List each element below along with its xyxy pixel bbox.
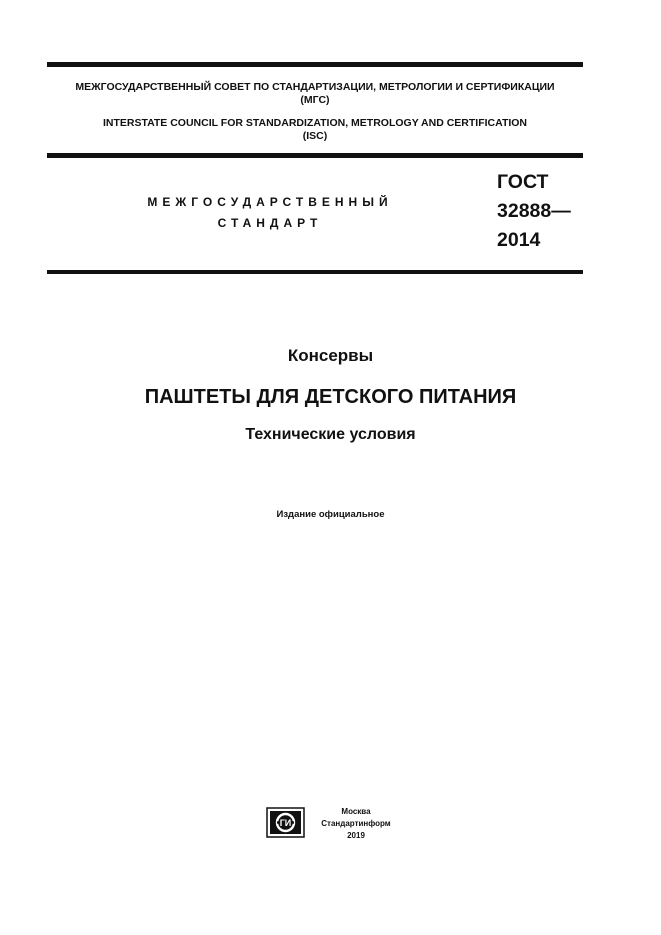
council-en-abbr: (ISC) [302,130,328,142]
svg-text:ГИ: ГИ [279,818,292,828]
council-ru-abbr: (МГС) [300,94,330,106]
standard-type [130,192,410,234]
standard-type-line2: СТАНДАРТ [217,216,323,230]
gost-year: 2014 [497,229,541,251]
document-category: Консервы [287,346,374,365]
standard-type-line1: МЕЖГОСУДАРСТВЕННЫЙ [147,195,393,209]
gost-designation [497,168,571,255]
publisher-info [306,806,406,842]
publisher-name: Стандартинформ [321,819,391,828]
council-ru-name: МЕЖГОСУДАРСТВЕННЫЙ СОВЕТ ПО СТАНДАРТИЗАЦИИ, МЕТРОЛОГИИ И СЕРТИФИКАЦИИ [75,81,555,93]
council-ru [47,81,583,107]
publisher-year: 2019 [347,831,365,840]
council-en-name: INTERSTATE COUNCIL FOR STANDARDIZATION, METROLOGY AND CERTIFICATION [102,117,528,129]
publisher-city: Москва [341,807,371,816]
document-title: ПАШТЕТЫ ДЛЯ ДЕТСКОГО ПИТАНИЯ [144,386,517,408]
designation-bottom-rule [47,270,583,274]
header-bottom-rule [47,153,583,158]
document-subtitle: Технические условия [245,426,416,443]
council-en [47,117,583,143]
standartinform-logo-icon [266,807,305,838]
top-rule [47,62,583,67]
gost-number: 32888— [497,200,571,222]
edition-note: Издание официальное [276,509,385,520]
gost-code: ГОСТ [497,171,549,193]
